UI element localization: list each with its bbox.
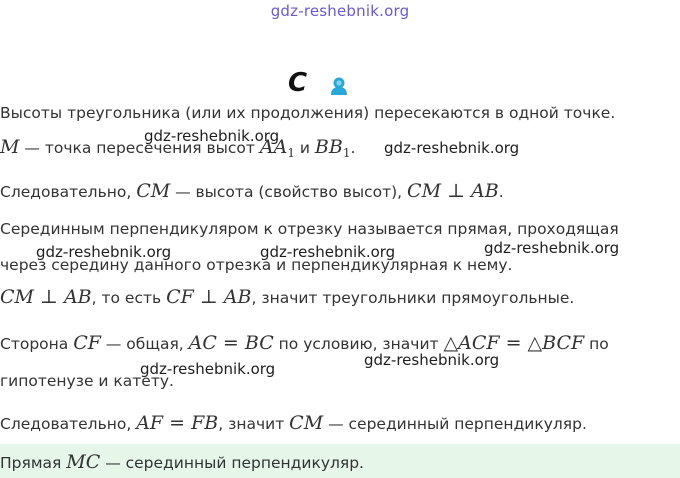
text: . [350,139,356,157]
watermark-text: gdz-reshebnik.org [140,360,276,378]
text-line-4: Серединным перпендикуляром к отрезку называется прямая, проходящая [0,220,619,238]
watermark-text: gdz-reshebnik.org [364,351,500,369]
watermark-text: gdz-reshebnik.org [384,139,520,157]
text: и [294,139,315,157]
perp-sign: ⊥ [441,180,471,202]
equals-sign: = [163,412,192,434]
text-line-3 [0,180,504,202]
user-icon [330,76,348,96]
text: , то есть [91,289,167,307]
text: Следовательно, [0,415,137,433]
logo-letter: C [288,68,308,98]
text: Следовательно, [0,183,137,201]
math-m: M [0,136,20,158]
math-aa1: AA [259,136,288,158]
text: по условию, значит [273,335,444,353]
watermark-text: gdz-reshebnik.org [36,243,172,261]
text: — серединный перпендикуляр. [323,415,587,433]
math-cm: CM [289,412,324,434]
math-triangle-acf: △ACF [443,332,500,354]
math-af: AF [136,412,164,434]
math-mc: MC [66,451,101,473]
perp-sign: ⊥ [34,286,64,308]
text: — высота (свойство высот), [170,183,408,201]
text-line-8: гипотенузе и катету. [0,372,174,390]
subscript: 1 [342,146,351,160]
text-line-1: Высоты треугольника (или их продолжения) пересекаются в одной точке. [0,104,616,122]
text: . [498,183,504,201]
math-ab: AB [471,180,499,202]
equals-sign: = [499,332,528,354]
text: — общая, [100,335,189,353]
equals-sign: = [216,332,245,354]
math-bc: BC [244,332,274,354]
watermark-text: gdz-reshebnik.org [260,243,396,261]
text: Сторона [0,335,74,353]
math-cf: CF [166,286,194,308]
text: — точка пересечения высот [19,139,260,157]
math-cm: CM [136,180,171,202]
math-cm: CM [0,286,34,308]
math-ac: AC [188,332,217,354]
text-line-5: через середину данного отрезка и перпендикулярная к нему. [0,256,513,274]
perp-sign: ⊥ [193,286,224,308]
math-fb: FB [191,412,219,434]
text-line-6 [0,286,574,308]
watermark-text: gdz-reshebnik.org [484,239,620,257]
math-triangle-bcf: △BCF [527,332,585,354]
watermark-text: gdz-reshebnik.org [144,127,280,145]
math-ab: AB [223,286,252,308]
text-line-7 [0,332,609,354]
subscript: 1 [287,146,295,160]
text-line-9 [0,412,587,434]
top-watermark: gdz-reshebnik.org [270,2,410,20]
math-bb1: BB [314,136,343,158]
text: Прямая [0,454,67,472]
math-ab: AB [63,286,92,308]
text: — серединный перпендикуляр. [100,454,364,472]
text: по [584,335,609,353]
text: , значит [218,415,290,433]
math-cf: CF [73,332,101,354]
text-line-10 [0,451,364,473]
math-cm: CM [407,180,442,202]
text: , значит треугольники прямоугольные. [251,289,575,307]
